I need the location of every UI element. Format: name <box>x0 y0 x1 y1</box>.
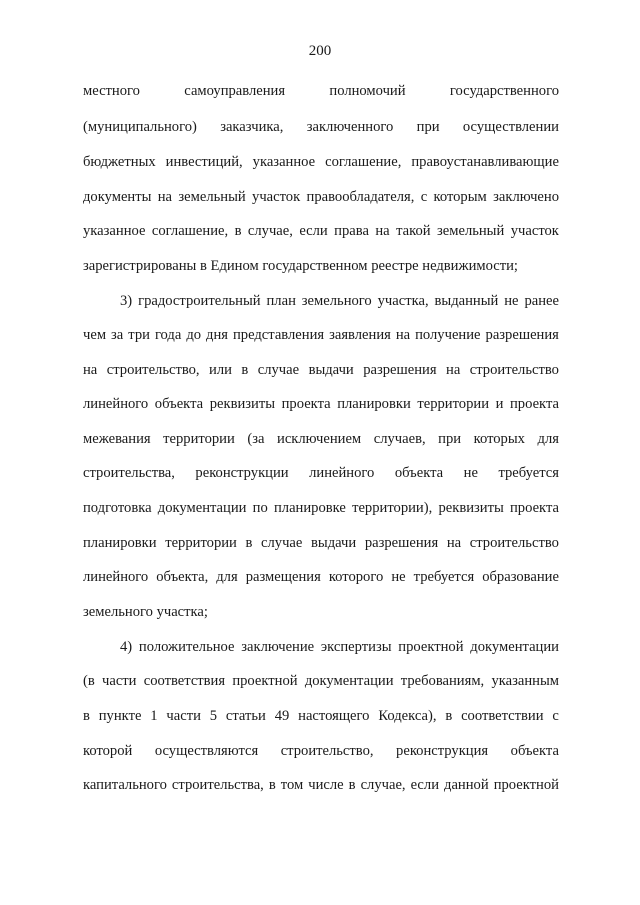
word: заключение <box>241 639 315 655</box>
word: заказчика, <box>220 119 284 135</box>
word: при <box>416 119 440 135</box>
word: если <box>410 777 440 793</box>
word: (за <box>247 431 265 447</box>
word: строительство, <box>106 362 200 378</box>
word: соглашение, <box>325 154 402 170</box>
word: выдачи <box>308 362 354 378</box>
word: если <box>299 223 328 239</box>
word: (муниципального) <box>83 119 197 135</box>
word: строительство <box>469 535 559 551</box>
word: при <box>438 431 462 447</box>
word: соответствии <box>461 708 544 724</box>
word: заключенного <box>306 119 394 135</box>
word: указанным <box>491 673 559 689</box>
word: межевания <box>83 431 151 447</box>
word: строительство <box>469 362 559 378</box>
word: территории <box>163 431 235 447</box>
word: участок <box>252 189 301 205</box>
word: года <box>154 327 182 343</box>
word: полномочий <box>329 83 406 99</box>
word: подготовка <box>83 500 152 516</box>
word: чем <box>83 327 107 343</box>
word: капитального <box>83 777 167 793</box>
word: государственного <box>449 83 559 99</box>
word: требуется <box>413 569 475 585</box>
word: пункте <box>98 708 142 724</box>
word: реквизиты <box>438 500 504 516</box>
word: выданный <box>434 293 499 309</box>
word: в <box>348 777 356 793</box>
word: представления <box>232 327 325 343</box>
word: указанное <box>83 223 146 239</box>
word: или <box>209 362 232 378</box>
word: указанное <box>252 154 316 170</box>
word: заявления <box>329 327 391 343</box>
word: образование <box>482 569 559 585</box>
word: случае, <box>360 777 406 793</box>
word: объекта <box>394 465 444 481</box>
word: в <box>445 708 453 724</box>
word: объекта <box>510 743 559 759</box>
word: земельный <box>178 189 246 205</box>
word: документации <box>157 500 247 516</box>
word: разрешения <box>485 327 559 343</box>
word: реквизиты <box>209 396 276 412</box>
word: не <box>504 293 519 309</box>
word: на <box>83 362 98 378</box>
word: такой <box>396 223 431 239</box>
word: до <box>186 327 202 343</box>
word: заключено <box>493 189 559 205</box>
word: соглашение, <box>151 223 229 239</box>
word: бюджетных <box>83 154 156 170</box>
word: исключением <box>277 431 362 447</box>
text-line <box>83 187 559 207</box>
word: объекта, <box>156 569 209 585</box>
word: осуществляются <box>154 743 259 759</box>
word: случае <box>261 535 303 551</box>
word: линейного <box>83 396 149 412</box>
word: которого <box>328 569 384 585</box>
word: градостроительный <box>138 293 261 309</box>
word: дня <box>206 327 228 343</box>
word: проектной <box>493 777 559 793</box>
text-line <box>120 637 559 657</box>
word: которой <box>83 743 133 759</box>
word: которым <box>433 189 487 205</box>
word: в <box>245 535 253 551</box>
word: 5 <box>209 708 218 724</box>
text-line <box>83 429 559 449</box>
word: правообладателя, <box>306 189 415 205</box>
word: три <box>128 327 150 343</box>
word: получение <box>415 327 481 343</box>
text-line: зарегистрированы в Едином государственном реестре недвижимости; <box>83 258 518 274</box>
word: линейного <box>309 465 375 481</box>
word: том <box>280 777 304 793</box>
word: за <box>111 327 124 343</box>
word: на <box>157 189 173 205</box>
word: проектной <box>232 673 298 689</box>
word: проекта <box>281 396 331 412</box>
word: участок <box>510 223 559 239</box>
word: реконструкции <box>195 465 289 481</box>
word: выдачи <box>311 535 357 551</box>
word: настоящего <box>298 708 370 724</box>
word: на <box>395 327 411 343</box>
word: объекта <box>154 396 204 412</box>
text-line <box>83 221 559 241</box>
word: территории <box>417 396 490 412</box>
word: строительства, <box>83 465 175 481</box>
word: в <box>83 708 90 724</box>
word: случае <box>257 362 300 378</box>
word: правоустанавливающие <box>411 154 559 170</box>
word: на <box>446 535 462 551</box>
text-line: земельного участка; <box>83 604 208 620</box>
text-line <box>83 741 559 761</box>
word: не <box>391 569 406 585</box>
word: 1 <box>150 708 158 724</box>
word: части <box>102 673 137 689</box>
word: реконструкция <box>396 743 489 759</box>
word: самоуправления <box>184 83 286 99</box>
word: для <box>216 569 238 585</box>
word: на <box>446 362 461 378</box>
word: не <box>463 465 478 481</box>
word: экспертизы <box>320 639 392 655</box>
text-line <box>83 463 559 483</box>
word: территории), <box>352 500 433 516</box>
word: с <box>552 708 559 724</box>
word: планировки <box>83 535 157 551</box>
word: Кодекса), <box>378 708 437 724</box>
word: земельного <box>301 293 372 309</box>
word: проекта <box>509 500 559 516</box>
text-line <box>83 533 559 553</box>
word: части <box>166 708 201 724</box>
word: данной <box>444 777 489 793</box>
word: требуется <box>498 465 559 481</box>
word: документы <box>83 189 152 205</box>
word: разрешения <box>363 362 437 378</box>
word: в <box>234 223 242 239</box>
word: земельный <box>436 223 505 239</box>
word: 4) <box>120 639 133 655</box>
word: разрешения <box>364 535 439 551</box>
word: размещения <box>245 569 321 585</box>
word: план <box>266 293 296 309</box>
word: которых <box>473 431 525 447</box>
word: ранее <box>524 293 559 309</box>
word: в <box>241 362 249 378</box>
word: территории <box>165 535 237 551</box>
word: планировки <box>337 396 411 412</box>
word: линейного <box>83 569 149 585</box>
text-line <box>83 360 559 380</box>
text-line <box>83 498 559 518</box>
word: документации <box>470 639 559 655</box>
text-line <box>120 291 559 311</box>
word: соответствия <box>143 673 226 689</box>
word: права <box>334 223 369 239</box>
word: осуществлении <box>462 119 559 135</box>
word: по <box>252 500 268 516</box>
text-line <box>83 81 559 101</box>
word: инвестиций, <box>165 154 243 170</box>
word: статьи <box>225 708 266 724</box>
text-line <box>83 117 559 137</box>
word: участка, <box>377 293 429 309</box>
word: строительство, <box>280 743 374 759</box>
word: числе <box>308 777 344 793</box>
word: 49 <box>274 708 290 724</box>
word: строительства, <box>171 777 264 793</box>
word: (в <box>83 673 95 689</box>
word: проектной <box>398 639 464 655</box>
text-line <box>83 706 559 726</box>
word: проекта <box>509 396 559 412</box>
word: и <box>495 396 504 412</box>
text-line <box>83 325 559 345</box>
word: на <box>375 223 390 239</box>
word: 3) <box>120 293 133 309</box>
word: случае, <box>247 223 293 239</box>
word: местного <box>83 83 140 99</box>
page-number: 200 <box>308 43 332 59</box>
word: в <box>268 777 276 793</box>
text-line <box>83 671 559 691</box>
text-line <box>83 394 559 414</box>
word: документации <box>304 673 394 689</box>
text-line <box>83 152 559 172</box>
word: для <box>537 431 559 447</box>
word: планировке <box>273 500 346 516</box>
word: случаев, <box>373 431 426 447</box>
text-line <box>83 567 559 587</box>
text-line <box>83 775 559 795</box>
word: положительное <box>138 639 235 655</box>
word: требованиям, <box>400 673 485 689</box>
word: с <box>420 189 428 205</box>
